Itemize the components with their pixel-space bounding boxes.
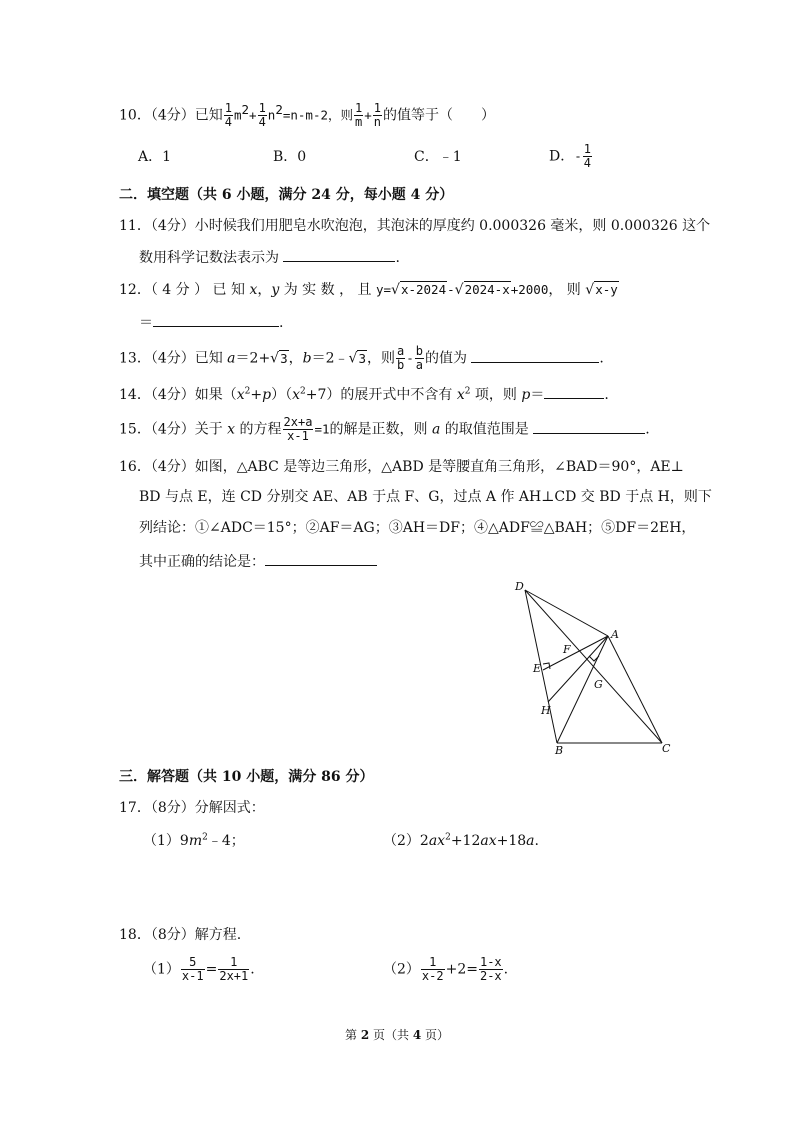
page-footer: 第 2 页（共 4 页） — [344, 1028, 449, 1042]
total-page-count: 4 — [412, 1028, 422, 1042]
q10-fraction-1: $\frac{1}{4}$ — [224, 101, 232, 129]
label-D: D — [515, 580, 524, 593]
q16-line-4: 其中正确的结论是： — [139, 551, 377, 572]
q10-option-a: A．1 — [138, 149, 172, 165]
q17-part-1: $(1)9m^2﹣4$； — [143, 832, 245, 849]
q18-p2-fraction-right: $\frac{1-x}{2-x}$ — [479, 955, 502, 983]
q10-option-c: C．﹣1 — [414, 149, 462, 165]
q17-part-2: $(2)2ax^2+12ax+18a$. — [383, 832, 539, 849]
q10-fraction-3: $\frac{1}{m}$ — [355, 101, 363, 129]
q18-part-1: （1） $\frac{5}{x-1}$ = $\frac{1}{2x+1}$ . — [143, 955, 255, 983]
q16-line-2: BD 与点 E，连 CD 分别交 AE、AB 于点 F、G，过点 A 作 AH⊥CD 交 BD 于点 H，则下 — [139, 489, 712, 505]
label-A: A — [611, 628, 619, 641]
q13-fraction-a-over-b: $\frac{a}{b}$ — [396, 344, 405, 372]
q15-answer-blank[interactable] — [533, 419, 645, 434]
q18-p1-fraction-left: $\frac{5}{x-1}$ — [181, 955, 204, 983]
q18-p1-fraction-right: $\frac{1}{2x+1}$ — [219, 955, 249, 983]
q10-option-d-fraction: $\frac{1}{4}$ — [583, 142, 591, 170]
q12-line-1: 12．（ 4 分 ） 已 知 x，y 为 实 数 ， 且 y=√x-2024-√2024-x+2000， 则 √x-y — [119, 282, 618, 298]
label-H: H — [541, 704, 551, 717]
q13-answer-blank[interactable] — [471, 348, 599, 363]
section-2-heading: 二．填空题（共 6 小题，满分 24 分，每小题 4 分） — [119, 187, 454, 203]
q15-line: 15．（4分）关于 x 的方程 $\frac{2x+a}{x-1}$ =1的解是正数，则 a 的取值范围是 . — [119, 415, 650, 443]
q12-line-2: ＝ . — [139, 312, 283, 333]
q10-fraction-4: $\frac{1}{n}$ — [373, 101, 382, 129]
q12-answer-blank[interactable] — [153, 312, 279, 327]
q16-line-1: 16．（4分）如图，△ABC 是等边三角形，△ABD 是等腰直角三角形，∠BAD＝90°，AE⊥ — [119, 459, 684, 475]
q11-line-1: 11．（4分）小时候我们用肥皂水吹泡泡，其泡沫的厚度约 0.000326 毫米，则 0.000326 这个 — [119, 218, 711, 234]
label-E: E — [533, 662, 542, 675]
current-page-number: 2 — [360, 1028, 370, 1042]
q11-answer-blank[interactable] — [283, 247, 395, 262]
q14-answer-blank[interactable] — [544, 384, 604, 399]
q18-title: 18．（8分）解方程. — [119, 927, 242, 943]
q10-stem: 10．（4分）已知 $\frac{1}{4}$ $m^2+$ $\frac{1}{4}$ $n^2=n-m-2$，则 $\frac{1}{m}$ + $\frac{1}{n}$ 的值等于（ ） — [119, 101, 496, 129]
q18-p2-fraction-left: $\frac{1}{x-2}$ — [421, 955, 444, 983]
q16-answer-blank[interactable] — [265, 551, 377, 566]
label-C: C — [662, 742, 671, 755]
q11-line-2: 数用科学记数法表示为 . — [139, 247, 400, 268]
q17-title: 17．（8分）分解因式： — [119, 800, 265, 816]
q10-option-d: D．- $\frac{1}{4}$ — [549, 142, 591, 170]
q16-geometry-figure — [505, 578, 685, 756]
q14-line: 14．（4分）如果$(x^2+p)(x^2+7)$的展开式中不含有 $x^2$ 项，则 p＝ . — [119, 384, 609, 405]
label-B: B — [555, 744, 564, 756]
q15-equation-fraction: $\frac{2x+a}{x-1}$ — [283, 415, 313, 443]
label-G: G — [594, 678, 603, 691]
label-F: F — [563, 643, 571, 656]
q10-fraction-2: $\frac{1}{4}$ — [258, 101, 266, 129]
q10-number: 10．（4分）已知 — [119, 107, 223, 124]
q16-line-3: 列结论：①∠ADC＝15°；②AF＝AG；③AH＝DF；④△ADF≌△BAH；⑤DF＝2EH， — [139, 520, 696, 536]
q13-line: 13．（4分）已知 a＝2+√3，b＝2﹣√3，则 $\frac{a}{b}$ - $\frac{b}{a}$ 的值为 . — [119, 344, 604, 372]
q10-option-b: B．0 — [273, 149, 307, 165]
q18-part-2: （2） $\frac{1}{x-2}$ +2= $\frac{1-x}{2-x}$ . — [383, 955, 509, 983]
section-3-heading: 三．解答题（共 10 小题，满分 86 分） — [119, 769, 374, 785]
q13-fraction-b-over-a: $\frac{b}{a}$ — [415, 344, 423, 372]
